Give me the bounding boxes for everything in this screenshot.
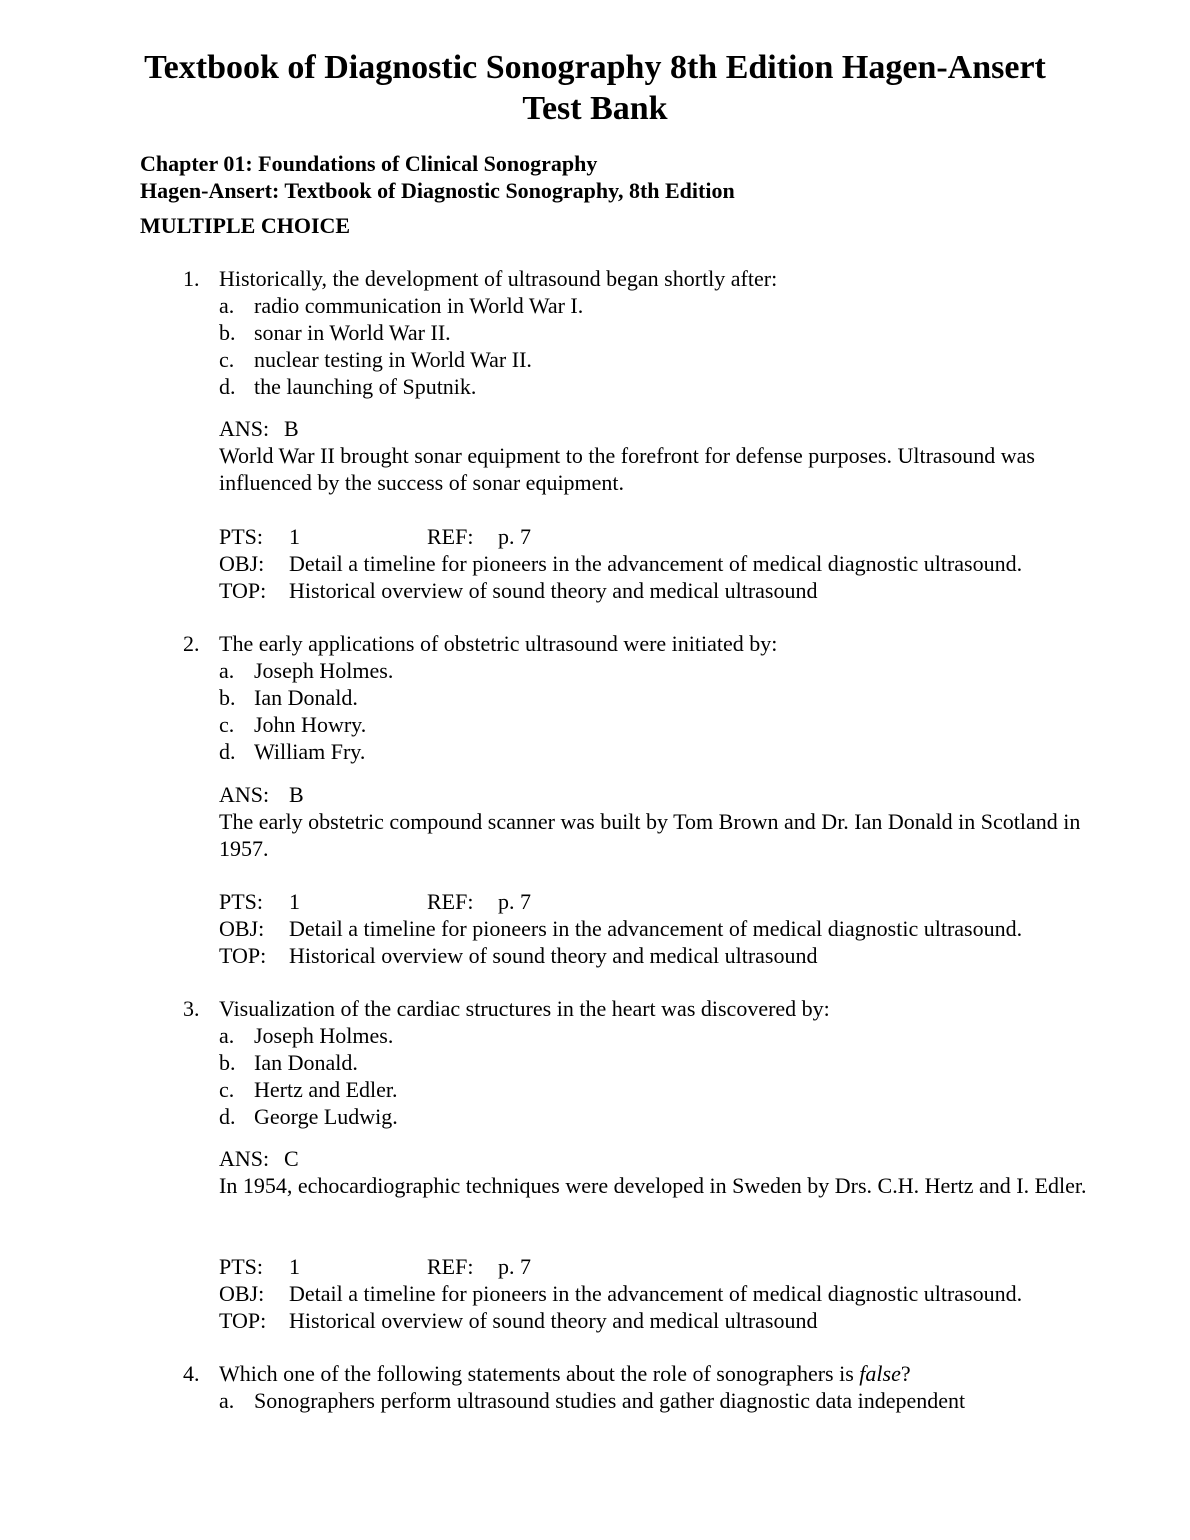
ref-value: p. 7 [498,889,531,914]
answer-value: B [289,782,304,807]
answer-explanation: World War II brought sonar equipment to the forefront for defense purposes. Ultrasound was influenced by the success of sonar equipment. [219,443,1035,495]
title-line-1: Textbook of Diagnostic Sonography 8th Edition Hagen-Ansert [144,49,1046,86]
question-stem: Visualization of the cardiac structures in the heart was discovered by: [219,996,830,1021]
pts-value: 1 [289,524,300,549]
question-number: 2. [183,631,200,656]
page-title [0,47,1190,129]
question-number: 1. [183,266,200,291]
topic-value: Historical overview of sound theory and medical ultrasound [289,578,818,603]
objective-value: Detail a timeline for pioneers in the advancement of medical diagnostic ultrasound. [289,916,1023,941]
question-number: 3. [183,996,200,1021]
answer-value: C [284,1146,299,1171]
objective-value: Detail a timeline for pioneers in the advancement of medical diagnostic ultrasound. [289,551,1023,576]
topic-value: Historical overview of sound theory and medical ultrasound [289,1308,818,1333]
pts-value: 1 [289,1254,300,1279]
chapter-heading: Chapter 01: Foundations of Clinical Sonography [140,151,598,176]
ref-value: p. 7 [498,1254,531,1279]
section-heading: MULTIPLE CHOICE [140,213,351,238]
ref-value: p. 7 [498,524,531,549]
answer-explanation: The early obstetric compound scanner was built by Tom Brown and Dr. Ian Donald in Scotland in 1957. [219,809,1081,861]
title-line-2: Test Bank [522,90,668,127]
source-heading: Hagen-Ansert: Textbook of Diagnostic Sonography, 8th Edition [140,178,735,203]
objective-value: Detail a timeline for pioneers in the advancement of medical diagnostic ultrasound. [289,1281,1023,1306]
stem-emphasis: false [859,1361,901,1386]
question-stem: Which one of the following statements about the role of sonographers is false? [219,1361,911,1386]
pts-value: 1 [289,889,300,914]
answer-explanation: In 1954, echocardiographic techniques were developed in Sweden by Drs. C.H. Hertz and I. Edler. [219,1173,1087,1198]
question-stem: Historically, the development of ultrasound began shortly after: [219,266,778,291]
answer-value: B [284,416,299,441]
topic-value: Historical overview of sound theory and medical ultrasound [289,943,818,968]
question-stem: The early applications of obstetric ultrasound were initiated by: [219,631,778,656]
question-number: 4. [183,1361,200,1386]
